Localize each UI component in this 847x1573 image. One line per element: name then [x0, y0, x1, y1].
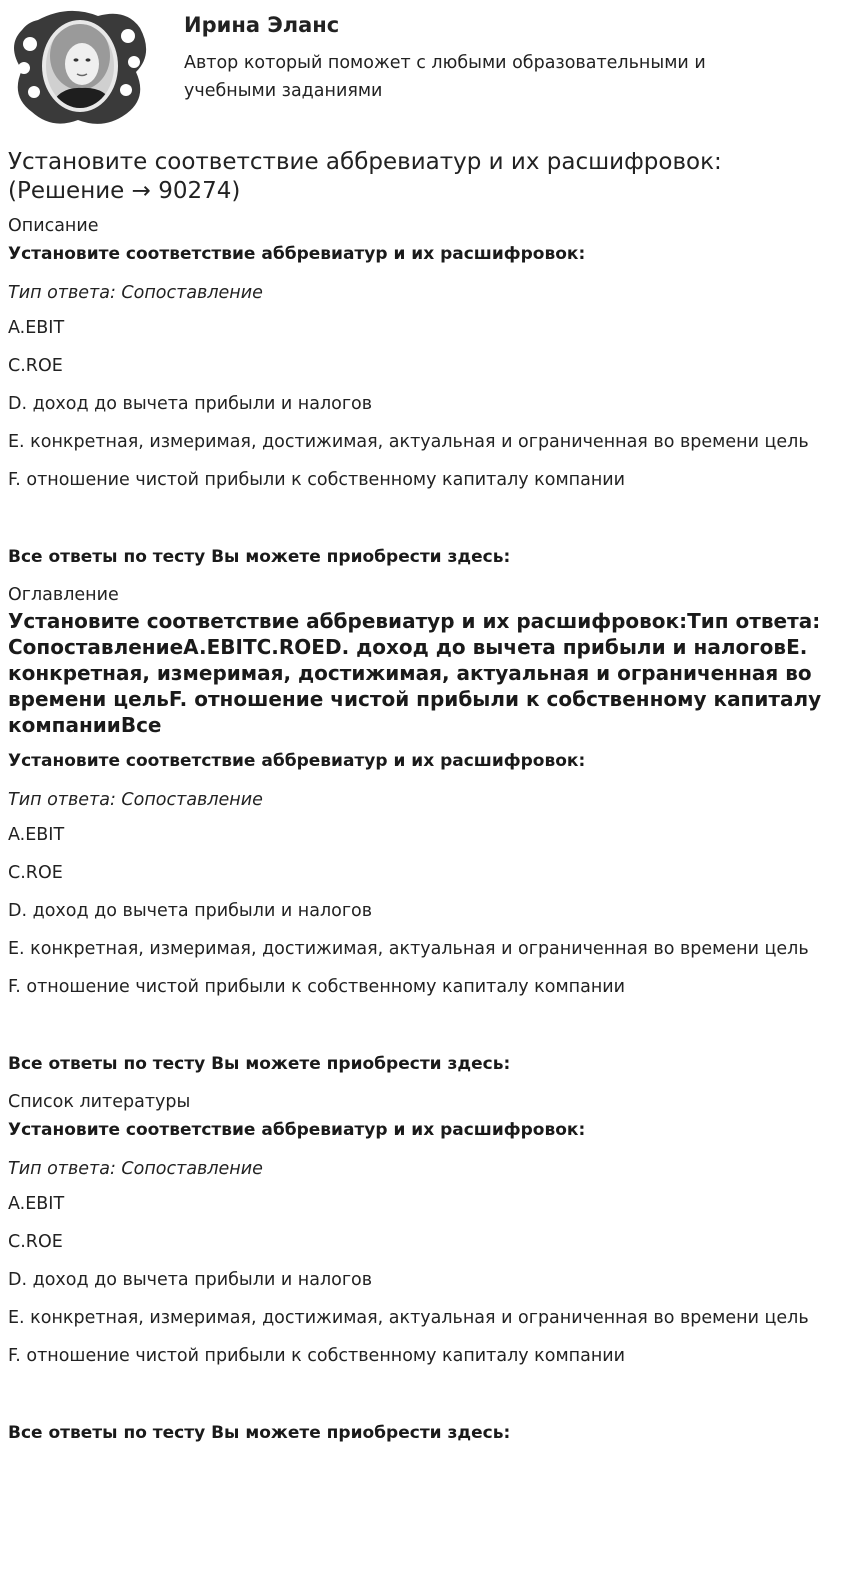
toc-section [8, 584, 838, 1075]
option-item: D. доход до вычета прибыли и налогов [8, 1270, 373, 1290]
author-name: Ирина Эланс [184, 13, 340, 37]
page-title-line: Установите соответствие аббревиатур и их расшифровок: [8, 149, 722, 175]
option-item: A.EBIT [8, 1194, 65, 1214]
answer-type: Тип ответа: Сопоставление [8, 283, 263, 303]
literature-section [8, 1091, 838, 1444]
buy-answers-text: Все ответы по тесту Вы можете приобрести здесь: [8, 1054, 511, 1074]
option-item: E. конкретная, измеримая, достижимая, актуальная и ограниченная во времени цель [8, 432, 809, 452]
toc-text: Установите соответствие аббревиатур и их расшифровок:Тип ответа: СопоставлениеA.EBITC.ROED. доход до вычета прибыли и налоговE. конкретная, измеримая, достижимая, актуальная и ограниченная во времени цельF. отношение чистой прибыли к собственному капиталу компанииВсе [8, 609, 822, 737]
author-header [0, 0, 847, 135]
section-label-description: Описание [8, 216, 99, 236]
option-item: C.ROE [8, 356, 63, 376]
page-title [8, 148, 838, 206]
option-item: F. отношение чистой прибыли к собственному капиталу компании [8, 470, 626, 490]
option-item: F. отношение чистой прибыли к собственному капиталу компании [8, 1346, 626, 1366]
avatar [8, 6, 150, 128]
answer-type: Тип ответа: Сопоставление [8, 790, 263, 810]
buy-answers-text: Все ответы по тесту Вы можете приобрести здесь: [8, 1423, 511, 1443]
description-section [8, 215, 838, 568]
avatar-film-frame-icon [8, 6, 150, 128]
option-item: D. доход до вычета прибыли и налогов [8, 901, 373, 921]
question-heading: Установите соответствие аббревиатур и их расшифровок: [8, 1120, 586, 1140]
option-item: C.ROE [8, 863, 63, 883]
option-item: A.EBIT [8, 318, 65, 338]
author-description: Автор который поможет с любыми образовательными и учебными заданиями [184, 53, 706, 101]
answer-type: Тип ответа: Сопоставление [8, 1159, 263, 1179]
section-label-toc: Оглавление [8, 585, 119, 605]
option-item: D. доход до вычета прибыли и налогов [8, 394, 373, 414]
buy-answers-text: Все ответы по тесту Вы можете приобрести здесь: [8, 547, 511, 567]
option-item: F. отношение чистой прибыли к собственному капиталу компании [8, 977, 626, 997]
page-title-solution: (Решение → 90274) [8, 178, 241, 204]
option-item: C.ROE [8, 1232, 63, 1252]
main-content [8, 148, 838, 1444]
option-item: A.EBIT [8, 825, 65, 845]
question-heading: Установите соответствие аббревиатур и их расшифровок: [8, 751, 586, 771]
option-item: E. конкретная, измеримая, достижимая, актуальная и ограниченная во времени цель [8, 939, 809, 959]
question-heading: Установите соответствие аббревиатур и их расшифровок: [8, 244, 586, 264]
option-item: E. конкретная, измеримая, достижимая, актуальная и ограниченная во времени цель [8, 1308, 809, 1328]
section-label-literature: Список литературы [8, 1092, 191, 1112]
